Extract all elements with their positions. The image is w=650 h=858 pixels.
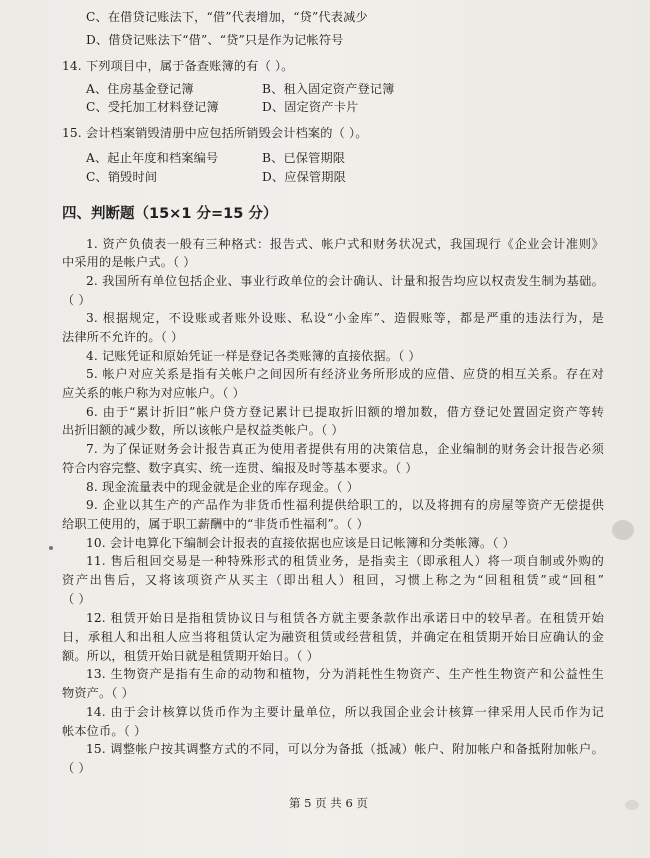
judgment-line: 中采用的是帐户式。（ ） — [62, 255, 196, 269]
judgment-line: 13. 生物资产是指有生命的动物和植物，分为消耗性生物资产、生产性生物资产和公益性生 — [86, 667, 604, 681]
judgment-line: 额。所以，租赁开始日就是租赁期开始日。（ ） — [62, 649, 320, 663]
judgment-line: 8. 现金流量表中的现金就是企业的库存现金。（ ） — [86, 480, 359, 494]
q14-option-a: A、住房基金登记簿 — [86, 82, 194, 96]
judgment-line: 法律所不允许的。（ ） — [62, 330, 184, 344]
judgment-line: 1. 资产负债表一般有三种格式：报告式、帐户式和财务状况式，我国现行《企业会计准则》 — [86, 237, 604, 251]
judgment-line: 日，承租人和出租人应当将租赁认定为融资租赁或经营租赁，并确定在租赁期开始日应确认的金 — [62, 630, 604, 644]
judgment-line: 帐本位币。（ ） — [62, 724, 147, 738]
q15-option-a: A、起止年度和档案编号 — [86, 151, 219, 165]
judgment-line: 12. 租赁开始日是指租赁协议日与租赁各方就主要条款作出承诺日中的较早者。在租赁开始 — [86, 611, 604, 625]
judgment-line: 11. 售后租回交易是一种特殊形式的租赁业务，是指卖主（即承租人）将一项自制或外购的 — [86, 554, 604, 568]
judgment-line: 出折旧额的减少数，所以该帐户是权益类帐户。（ ） — [62, 423, 344, 437]
q14-option-c: C、受托加工材料登记簿 — [86, 100, 219, 114]
judgment-line: 6. 由于“累计折旧”帐户贷方登记累计已提取折旧额的增加数，借方登记处置固定资产等转 — [86, 405, 604, 419]
page-number: 第 5 页 共 6 页 — [289, 796, 368, 810]
scan-mark — [49, 546, 53, 550]
q15-stem: 15. 会计档案销毁清册中应包括所销毁会计档案的（ ）。 — [62, 126, 368, 140]
q14-option-b: B、租入固定资产登记簿 — [262, 82, 395, 96]
judgment-line: （ ） — [62, 761, 91, 775]
q13-option-c: C、在借贷记账法下，“借”代表增加，“贷”代表减少 — [86, 10, 368, 24]
judgment-line: （ ） — [62, 592, 91, 606]
q14-stem: 14. 下列项目中，属于备查账簿的有（ ）。 — [62, 59, 294, 73]
judgment-line: 应关系的帐户称为对应帐户。（ ） — [62, 386, 245, 400]
judgment-line: 资产出售后，又将该项资产从买主（即出租人）租回，习惯上称之为“回租租赁”或“回租” — [62, 573, 604, 587]
q15-option-c: C、销毁时间 — [86, 170, 158, 184]
q14-option-d: D、固定资产卡片 — [262, 100, 359, 114]
judgment-line: 2. 我国所有单位包括企业、事业行政单位的会计确认、计量和报告均应以权责发生制为基础。 — [86, 274, 604, 288]
judgment-line: 3. 根据规定，不设账或者账外设账、私设“小金库”、造假账等，都是严重的违法行为，是 — [86, 311, 604, 325]
judgment-line: 14. 由于会计核算以货币作为主要计量单位，所以我国企业会计核算一律采用人民币作为记 — [86, 705, 604, 719]
judgment-line: 10. 会计电算化下编制会计报表的直接依据也应该是日记帐簿和分类帐簿。（ ） — [86, 536, 515, 550]
scan-smudge — [625, 800, 639, 810]
judgment-line: 7. 为了保证财务会计报告真正为使用者提供有用的决策信息，企业编制的财务会计报告必须 — [86, 442, 604, 456]
judgment-line: 物资产。（ ） — [62, 686, 134, 700]
section-title: 四、判断题（15×1 分=15 分） — [62, 206, 278, 222]
scan-smudge — [612, 520, 634, 540]
judgment-line: 9. 企业以其生产的产品作为非货币性福利提供给职工的，以及将拥有的房屋等资产无偿提供 — [86, 498, 604, 512]
judgment-line: 给职工使用的，属于职工薪酬中的“非货币性福利”。（ ） — [62, 517, 369, 531]
judgment-line: 5. 帐户对应关系是指有关帐户之间因所有经济业务所形成的应借、应贷的相互关系。存在对 — [86, 367, 604, 381]
q13-option-d: D、借贷记账法下“借”、“贷”只是作为记帐符号 — [86, 33, 344, 47]
judgment-line: 15. 调整帐户按其调整方式的不同，可以分为备抵（抵减）帐户、附加帐户和备抵附加帐户。 — [86, 742, 604, 756]
judgment-line: 符合内容完整、数字真实、统一连贯、编报及时等基本要求。（ ） — [62, 461, 418, 475]
q15-option-b: B、已保管期限 — [262, 151, 346, 165]
q15-option-d: D、应保管期限 — [262, 170, 346, 184]
judgment-line: （ ） — [62, 293, 91, 307]
judgment-line: 4. 记账凭证和原始凭证一样是登记各类账簿的直接依据。（ ） — [86, 349, 421, 363]
